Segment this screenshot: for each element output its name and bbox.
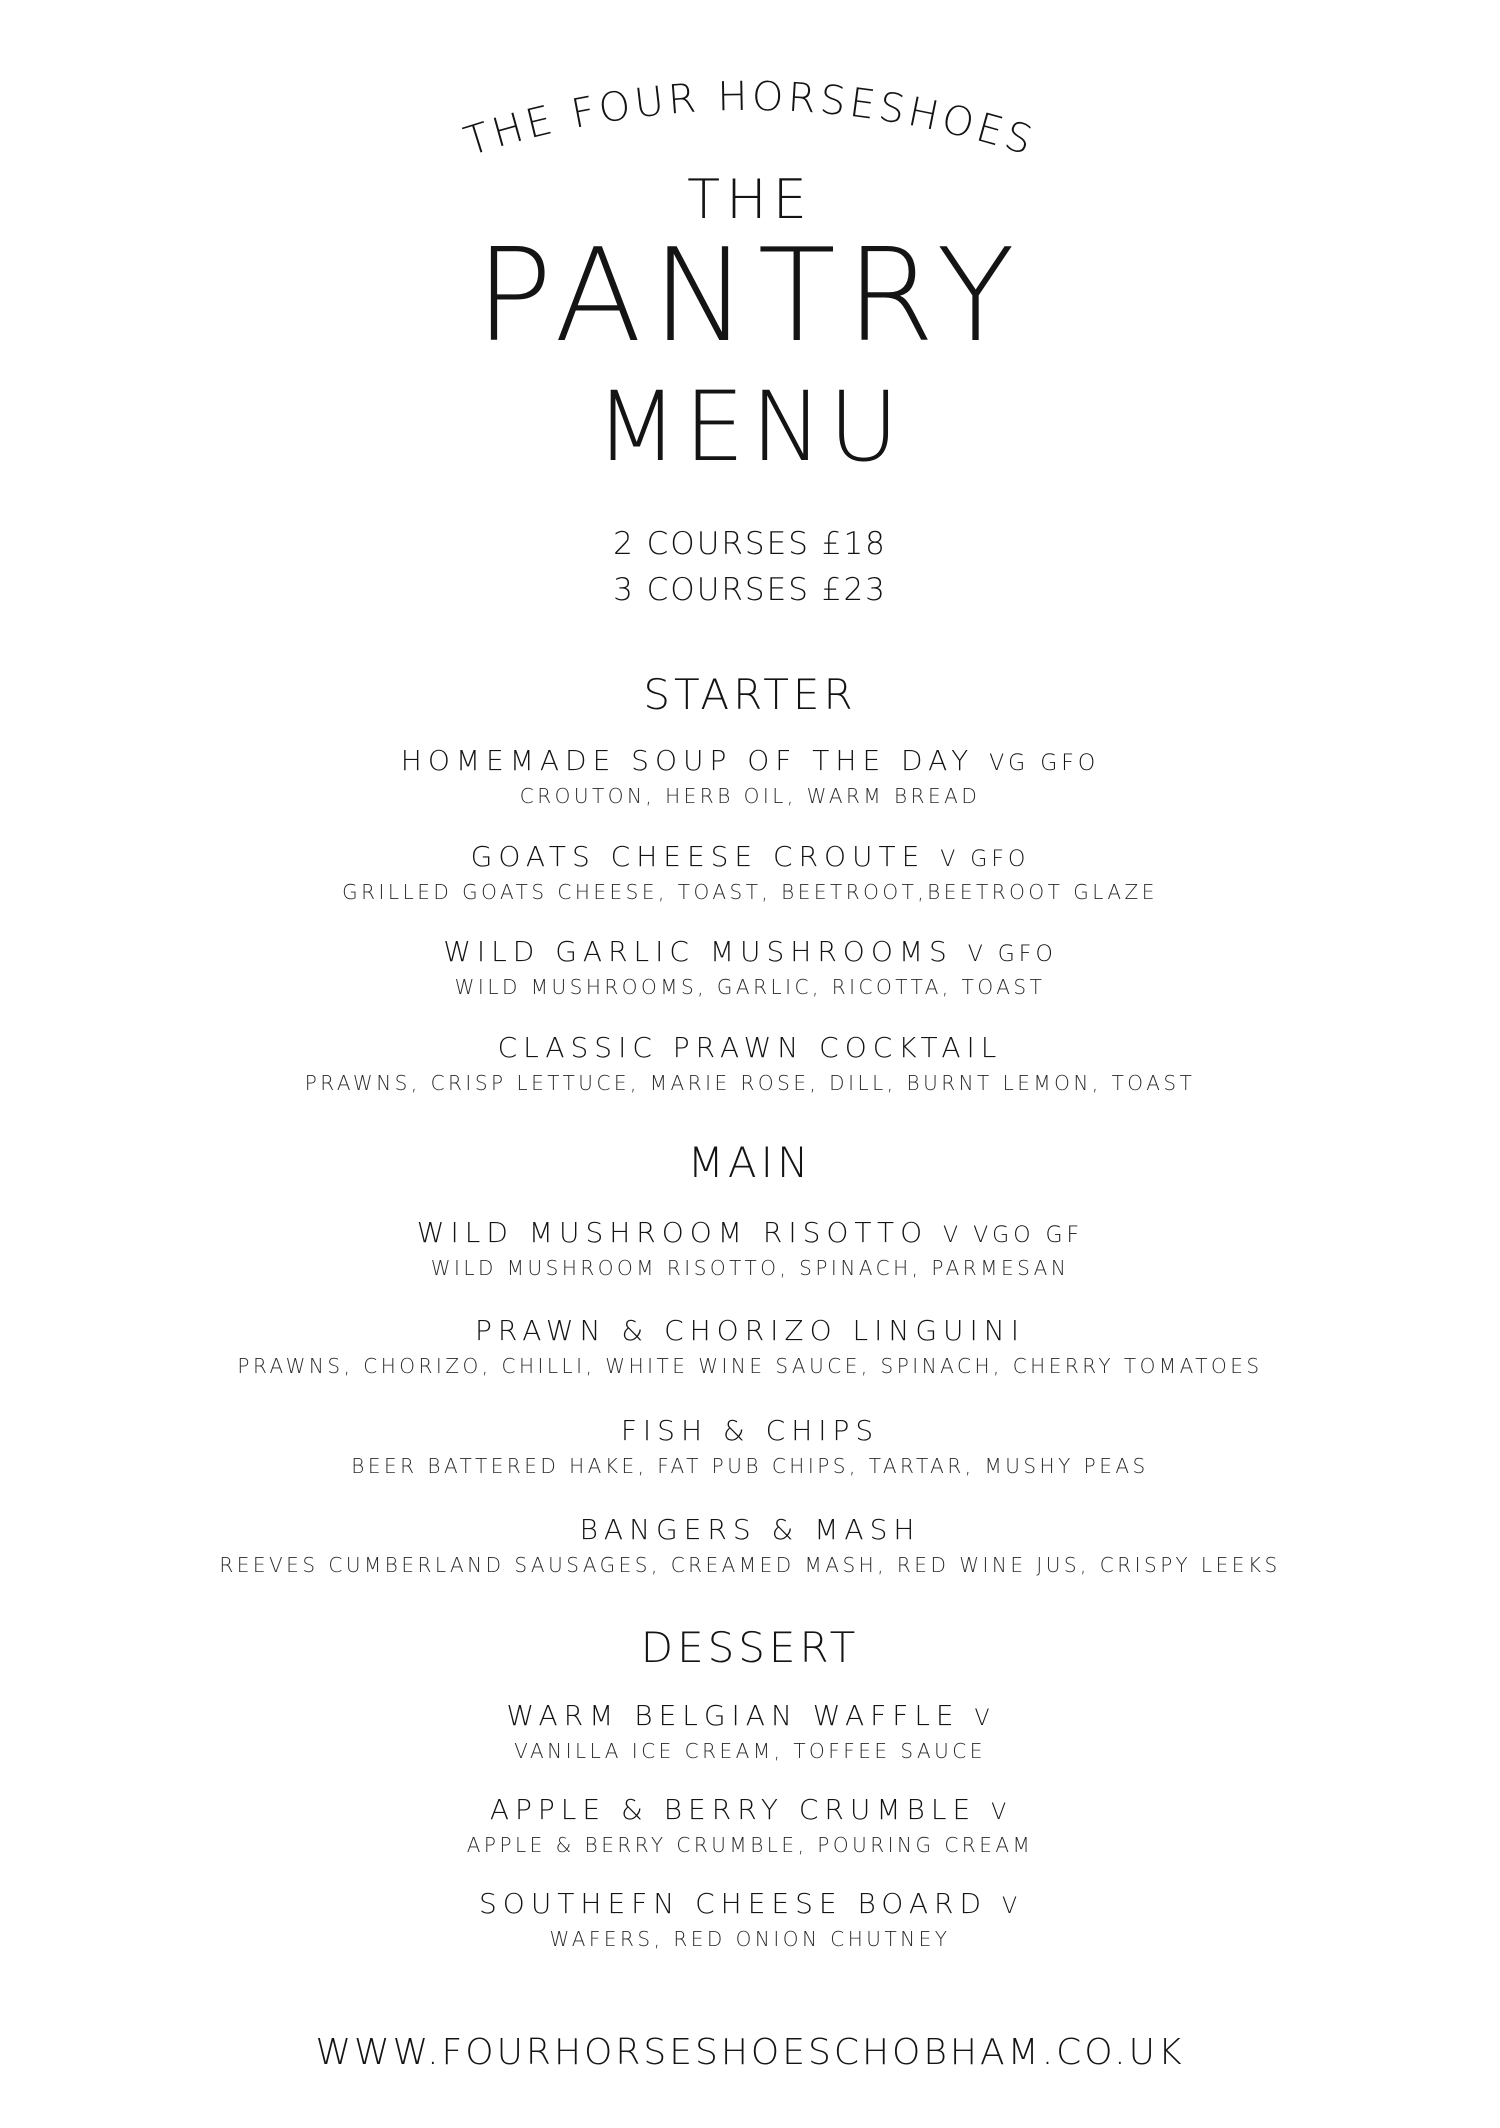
dish-description: APPLE & BERRY CRUMBLE, POURING CREAM xyxy=(466,1833,1034,1857)
venue-name-arc xyxy=(390,70,1110,180)
dietary-tags: V xyxy=(974,1706,994,1731)
dish-description: WILD MUSHROOMS, GARLIC, RICOTTA, TOAST xyxy=(454,975,1046,999)
dish-name-text: BANGERS & MASH xyxy=(579,1513,921,1546)
dietary-tags: V xyxy=(991,1800,1011,1825)
title-pantry: PANTRY xyxy=(475,222,1025,371)
section-heading-starter: STARTER xyxy=(643,670,857,719)
dish-name-text: APPLE & BERRY CRUMBLE xyxy=(489,1793,977,1826)
price-two-courses: 2 COURSES £18 xyxy=(613,526,887,562)
dish-name-text: WILD GARLIC MUSHROOMS xyxy=(443,935,953,968)
dish-description: VANILLA ICE CREAM, TOFFEE SAUCE xyxy=(514,1739,986,1763)
dish-name xyxy=(0,1414,1500,1447)
dish-name-text: CLASSIC PRAWN COCKTAIL xyxy=(497,1031,1003,1064)
dietary-tags: VG GFO xyxy=(989,751,1100,776)
dish-description: PRAWNS, CRISP LETTUCE, MARIE ROSE, DILL, BURNT LEMON, TOAST xyxy=(304,1071,1196,1095)
dish-name-text: WILD MUSHROOM RISOTTO xyxy=(416,1216,929,1249)
dish-description: BEER BATTERED HAKE, FAT PUB CHIPS, TARTAR, MUSHY PEAS xyxy=(351,1454,1149,1478)
title-the: THE xyxy=(687,168,813,231)
dietary-tags: V xyxy=(1001,1894,1021,1919)
dish-name xyxy=(0,840,1500,873)
dish-name xyxy=(0,1513,1500,1546)
dish-name-text: SOUTHEFN CHEESE BOARD xyxy=(479,1887,988,1920)
venue-name: THE FOUR HORSESHOES xyxy=(458,73,1041,166)
dish-description: REEVES CUMBERLAND SAUSAGES, CREAMED MASH, RED WINE JUS, CRISPY LEEKS xyxy=(219,1553,1281,1577)
dish-name xyxy=(0,1699,1500,1732)
dish-description: CROUTON, HERB OIL, WARM BREAD xyxy=(519,784,981,808)
dish-name xyxy=(0,744,1500,777)
price-three-courses: 3 COURSES £23 xyxy=(613,572,887,608)
title-menu: MENU xyxy=(595,371,905,483)
dish-name xyxy=(0,1314,1500,1347)
section-heading-main: MAIN xyxy=(687,1138,813,1187)
section-heading-dessert: DESSERT xyxy=(640,1623,860,1672)
dish-name xyxy=(0,1216,1500,1249)
dish-description: WILD MUSHROOM RISOTTO, SPINACH, PARMESAN xyxy=(430,1256,1070,1280)
dish-name xyxy=(0,935,1500,968)
dietary-tags: V VGO GF xyxy=(943,1223,1084,1248)
dish-name-text: FISH & CHIPS xyxy=(620,1414,880,1447)
dish-description: GRILLED GOATS CHEESE, TOAST, BEETROOT,BEETROOT GLAZE xyxy=(342,880,1158,904)
dish-description: PRAWNS, CHORIZO, CHILLI, WHITE WINE SAUCE, SPINACH, CHERRY TOMATOES xyxy=(237,1354,1263,1378)
dish-name xyxy=(0,1031,1500,1064)
dietary-tags: V GFO xyxy=(940,847,1030,872)
dish-name xyxy=(0,1887,1500,1920)
dish-name-text: PRAWN & CHORIZO LINGUINI xyxy=(474,1314,1026,1347)
dish-name xyxy=(0,1793,1500,1826)
svg-text:THE FOUR HORSESHOES xyxy=(459,74,1041,166)
dish-name-text: HOMEMADE SOUP OF THE DAY xyxy=(400,744,975,777)
dish-name-text: WARM BELGIAN WAFFLE xyxy=(506,1699,960,1732)
dish-name-text: GOATS CHEESE CROUTE xyxy=(470,840,926,873)
website-link[interactable]: WWW.FOURHORSESHOESCHOBHAM.CO.UK xyxy=(315,2032,1185,2073)
dietary-tags: V GFO xyxy=(967,942,1057,967)
dish-description: WAFERS, RED ONION CHUTNEY xyxy=(549,1927,951,1951)
